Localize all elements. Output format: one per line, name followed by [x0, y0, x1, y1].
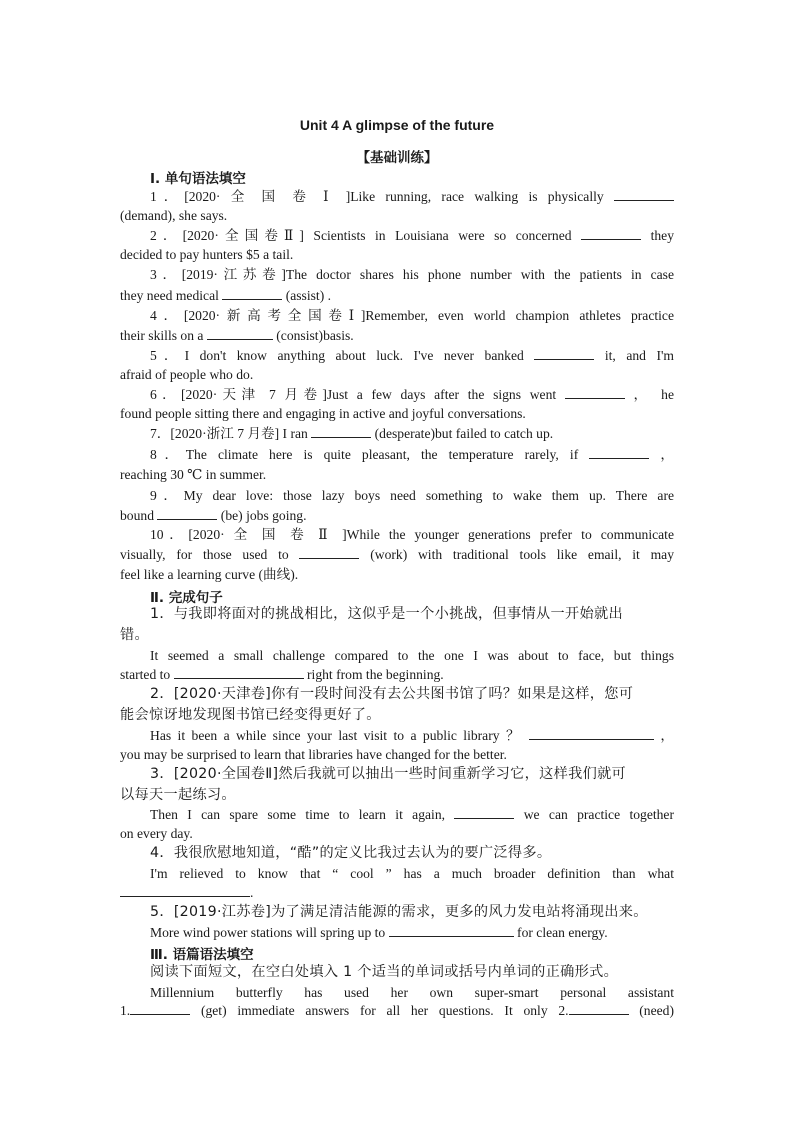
sentence-3-text: Then I can spare some time to learn it again,: [150, 807, 446, 822]
question-9-line-1: 9．My dear love: those lazy boys need something to wake them up. There are: [150, 488, 674, 503]
question-7-text: 7．[2020·浙江 7 月卷] I ran: [150, 426, 308, 441]
section-heading-grammar: Ⅰ. 单句语法填空: [150, 171, 246, 187]
section-subtitle: 【基础训练】: [356, 150, 438, 166]
sentence-3-english-line-2: on every day.: [120, 826, 193, 841]
passage-line-1: Millennium butterfly has used her own super-smart personal assistant: [150, 985, 674, 1000]
question-4-line-1: 4．[2020·新高考全国卷Ⅰ]Remember, even world champion athletes practice: [150, 308, 674, 323]
question-8-line-1: [150, 446, 674, 464]
question-6-line-1: [150, 386, 674, 404]
question-2-line-2: decided to pay hunters $5 a tail.: [120, 247, 294, 262]
question-4-text-end: (consist)basis.: [276, 328, 354, 343]
question-2-line-1: [150, 227, 674, 245]
question-3-text-end: (assist) .: [285, 288, 332, 303]
sentence-3-chinese-line-2: 以每天一起练习。: [120, 787, 236, 803]
question-9-line-2: [120, 507, 674, 525]
passage-text: (get) immediate answers for all her questions. It only 2.: [200, 1003, 569, 1018]
question-8-text: 8．The climate here is quite pleasant, the temperature rarely, if: [150, 447, 579, 462]
passage-blank-number-1: 1.: [120, 1003, 131, 1018]
answer-blank[interactable]: [120, 884, 250, 897]
question-1-line-2: (demand), she says.: [120, 208, 228, 223]
question-5-line-1: [150, 347, 674, 365]
sentence-4-english-line-1: I'm relieved to know that “ cool ” has a much broader definition than what: [150, 866, 674, 881]
sentence-1-text-end: right from the beginning.: [307, 667, 444, 682]
answer-blank[interactable]: [174, 666, 304, 679]
answer-blank[interactable]: [569, 1002, 629, 1015]
question-6-line-2: found people sitting there and engaging in active and joyful conversations.: [120, 406, 526, 421]
unit-title: Unit 4 A glimpse of the future: [299, 117, 495, 133]
sentence-2-text-end: ，: [660, 728, 674, 743]
question-4-text: their skills on a: [120, 328, 204, 343]
sentence-2-english-line-2: you may be surprised to learn that libraries have changed for the better.: [120, 747, 507, 762]
question-1-line-1: [150, 188, 674, 206]
answer-blank[interactable]: [614, 188, 674, 201]
question-10-line-1: 10．[2020· 全 国 卷 Ⅱ ]While the younger generations prefer to communicate: [150, 527, 674, 542]
question-10-text: visually, for those used to: [120, 547, 289, 562]
question-10-text-end: (work) with traditional tools like email, it may: [370, 547, 674, 562]
sentence-4-chinese: 4．我很欣慰地知道，“酷”的定义比我过去认为的要广泛得多。: [150, 845, 552, 861]
answer-blank[interactable]: [529, 727, 654, 740]
question-6-text-end: ， he: [633, 387, 674, 402]
question-4-line-2: [120, 327, 674, 345]
answer-blank[interactable]: [589, 446, 649, 459]
answer-blank[interactable]: [565, 386, 625, 399]
sentence-2-chinese-line-1: 2．[2020·天津卷]你有一段时间没有去公共图书馆了吗？如果是这样，您可: [150, 686, 634, 702]
answer-blank[interactable]: [207, 327, 273, 340]
answer-blank[interactable]: [389, 924, 514, 937]
sentence-4-text-end: .: [250, 885, 254, 900]
sentence-3-chinese-line-1: 3．[2020·全国卷Ⅱ]然后我就可以抽出一些时间重新学习它，这样我们就可: [150, 766, 627, 782]
answer-blank[interactable]: [311, 425, 371, 438]
sentence-4-english-line-2: [120, 884, 674, 902]
sentence-1-chinese-line-2: 错。: [120, 627, 149, 643]
question-3-line-2: [120, 287, 674, 305]
question-5-text-end: it, and I'm: [604, 348, 674, 363]
answer-blank[interactable]: [581, 227, 641, 240]
answer-blank[interactable]: [130, 1002, 190, 1015]
question-8-line-2: reaching 30 ℃ in summer.: [120, 467, 267, 482]
answer-blank[interactable]: [299, 546, 359, 559]
answer-blank[interactable]: [454, 806, 514, 819]
question-2-text-end: they: [650, 228, 674, 243]
sentence-3-text-end: we can practice together: [523, 807, 674, 822]
question-1-text: 1．[2020· 全 国 卷 Ⅰ ]Like running, race walking is physically: [150, 189, 604, 204]
sentence-1-chinese-line-1: 1．与我即将面对的挑战相比，这似乎是一个小挑战，但事情从一开始就出: [150, 606, 623, 622]
answer-blank[interactable]: [157, 507, 217, 520]
question-10-line-2: [120, 546, 674, 564]
question-8-text-end: ，: [660, 447, 674, 462]
question-3-text: they need medical: [120, 288, 219, 303]
sentence-1-english-line-1: It seemed a small challenge compared to the one I was about to face, but things: [150, 648, 674, 663]
question-10-line-3: feel like a learning curve (曲线).: [120, 567, 299, 582]
section-heading-passage: Ⅲ. 语篇语法填空: [150, 947, 254, 963]
sentence-2-text: Has it been a while since your last visit to a public library ？: [150, 728, 523, 743]
question-9-text: bound: [120, 508, 154, 523]
question-9-text-end: (be) jobs going.: [220, 508, 307, 523]
question-5-text: 5．I don't know anything about luck. I've never banked: [150, 348, 524, 363]
sentence-5-text-end: for clean energy.: [517, 925, 608, 940]
sentence-2-chinese-line-2: 能会惊讶地发现图书馆已经变得更好了。: [120, 707, 381, 723]
passage-text-end: (need): [639, 1003, 674, 1018]
passage-line-2: [120, 1002, 674, 1020]
sentence-2-english-line-1: [150, 727, 674, 745]
question-3-line-1: 3．[2019·江苏卷]The doctor shares his phone number with the patients in case: [150, 267, 674, 282]
answer-blank[interactable]: [222, 287, 282, 300]
passage-instructions: 阅读下面短文，在空白处填入 1 个适当的单词或括号内单词的正确形式。: [150, 964, 619, 980]
sentence-5-chinese: 5．[2019·江苏卷]为了满足清洁能源的需求，更多的风力发电站将涌现出来。: [150, 904, 648, 920]
section-heading-sentences: Ⅱ. 完成句子: [150, 590, 223, 606]
question-7-text-end: (desperate)but failed to catch up.: [374, 426, 554, 441]
question-7-line-1: [150, 425, 674, 443]
question-6-text: 6．[2020·天津 7 月卷]Just a few days after the signs went: [150, 387, 557, 402]
question-5-line-2: afraid of people who do.: [120, 367, 254, 382]
sentence-5-text: More wind power stations will spring up to: [150, 925, 386, 940]
question-2-text: 2．[2020·全国卷Ⅱ] Scientists in Louisiana were so concerned: [150, 228, 572, 243]
sentence-1-english-line-2: [120, 666, 674, 684]
sentence-1-text: started to: [120, 667, 171, 682]
answer-blank[interactable]: [534, 347, 594, 360]
sentence-3-english-line-1: [150, 806, 674, 824]
sentence-5-english: [150, 924, 674, 942]
